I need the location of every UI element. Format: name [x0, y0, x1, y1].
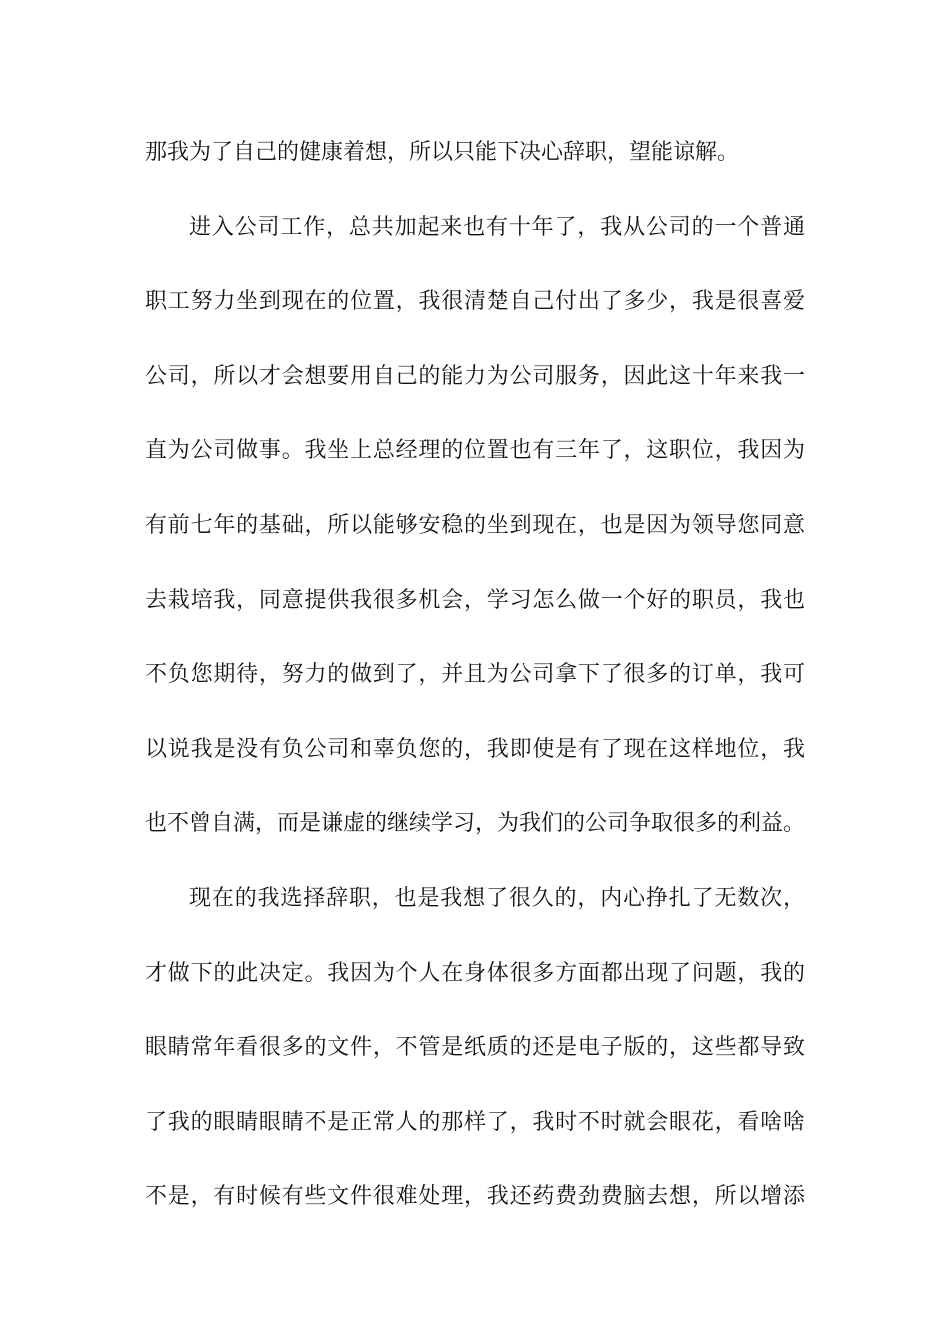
text-line: 不负您期待，努力的做到了，并且为公司拿下了很多的订单，我可 [145, 662, 805, 688]
text-line: 去栽培我，同意提供我很多机会，学习怎么做一个好的职员，我也 [145, 587, 805, 613]
text-line: 眼睛常年看很多的文件，不管是纸质的还是电子版的，这些都导致 [145, 1035, 805, 1061]
text-line: 公司，所以才会想要用自己的能力为公司服务，因此这十年来我一 [145, 363, 805, 389]
text-line-paragraph-start: 进入公司工作，总共加起来也有十年了，我从公司的一个普通 [189, 214, 805, 240]
text-line: 才做下的此决定。我因为个人在身体很多方面都出现了问题，我的 [145, 960, 805, 986]
text-line: 不是，有时候有些文件很难处理，我还药费劲费脑去想，所以增添 [145, 1184, 805, 1210]
text-line: 职工努力坐到现在的位置，我很清楚自己付出了多少，我是很喜爱 [145, 289, 805, 315]
text-line: 了我的眼睛眼睛不是正常人的那样了，我时不时就会眼花，看啥啥 [145, 1109, 805, 1135]
text-line: 以说我是没有负公司和辜负您的，我即使是有了现在这样地位，我 [145, 736, 805, 762]
resignation-letter-body [145, 130, 805, 1249]
text-line: 直为公司做事。我坐上总经理的位置也有三年了，这职位，我因为 [145, 438, 805, 464]
text-line: 有前七年的基础，所以能够安稳的坐到现在，也是因为领导您同意 [145, 512, 805, 538]
text-line-paragraph-start: 现在的我选择辞职，也是我想了很久的，内心挣扎了无数次， [189, 885, 805, 911]
text-line: 那我为了自己的健康着想，所以只能下决心辞职，望能谅解。 [145, 140, 740, 165]
text-line: 也不曾自满，而是谦虚的继续学习，为我们的公司争取很多的利益。 [145, 811, 806, 837]
